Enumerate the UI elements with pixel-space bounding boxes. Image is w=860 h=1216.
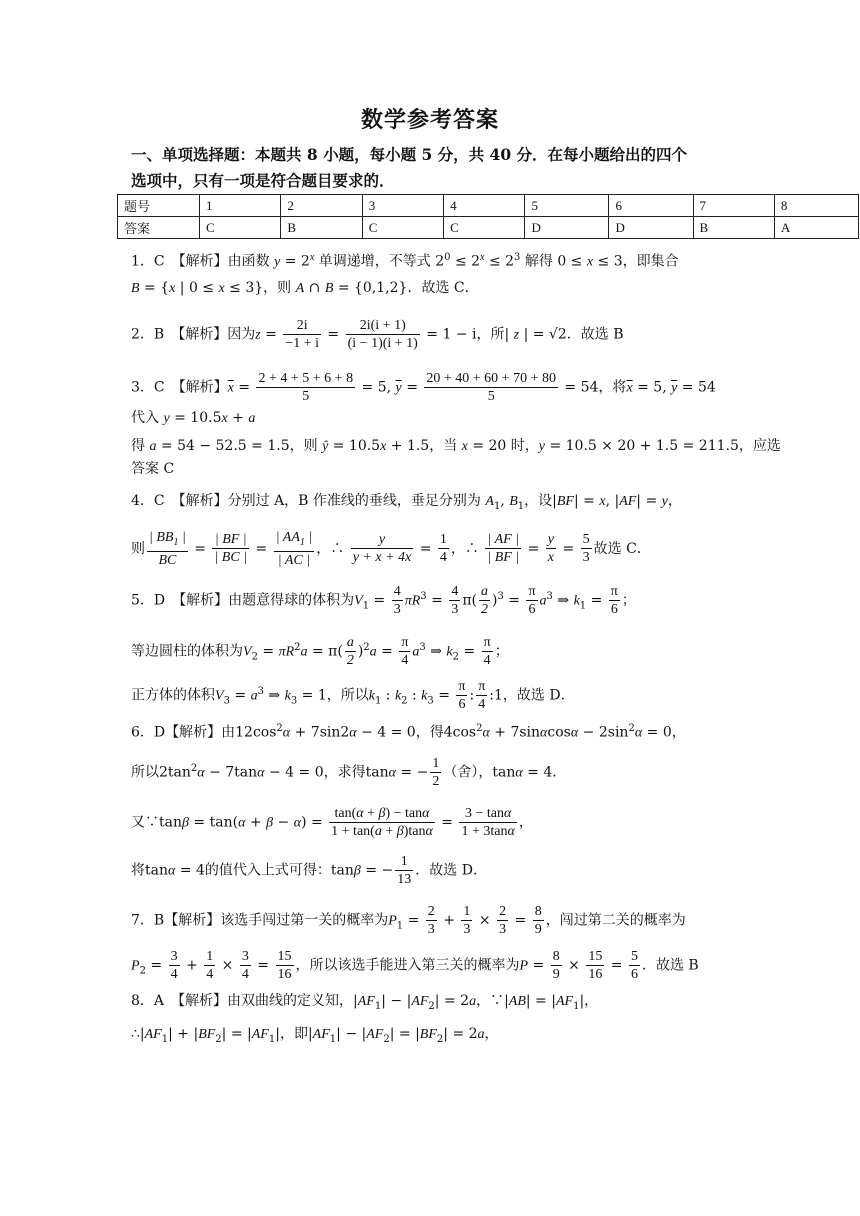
- solution-5-line2: 等边圆柱的体积为$V_2 = \pi R^2a = \pi$( $\frac{a}{2}$ )$^2$a = $\frac{\pi}{4}$ $a^3$ ⇒ $k_2$ = $\frac{\pi}{4}$ ；: [131, 635, 509, 668]
- solution-6-line4: 将tanα = 4的值代入上式可得：tanβ = − $\frac{1}{13}$ ．故选 D．: [131, 854, 487, 887]
- solution-6-line2: 所以$2\tan^2\alpha - 7\tan\alpha - 4 = 0$，求得tanα = − $\frac{1}{2}$ （舍），tanα = 4．: [131, 756, 567, 789]
- cell-number: 6: [609, 195, 693, 217]
- table-row-answers: [118, 217, 859, 239]
- cell-answer: B: [693, 217, 774, 239]
- row-label-answer: 答案: [118, 217, 200, 239]
- cell-number: 7: [693, 195, 774, 217]
- cell-number: 2: [281, 195, 362, 217]
- cell-answer: D: [525, 217, 609, 239]
- table-row-numbers: [118, 195, 859, 217]
- solution-3-line1: 3．C 【解析】$\overline{x}$ = $\frac{2 + 4 + 5 + 6 + 8}{5}$ = 5, $\overline{y}$ = $\frac{20 + 40 + 60 + 70 + 80}{5}$ = 54，将$\overline{x} = 5$, $\overline{y} = 54$: [131, 371, 716, 404]
- cell-answer: D: [609, 217, 693, 239]
- solution-2: 2．B 【解析】因为z = $\frac{2i}{-1 + i}$ = $\frac{2i(i + 1)}{(i - 1)(i + 1)}$ = 1 − i，所| z | = √2．故选 B: [131, 318, 624, 351]
- answer-table: [117, 194, 859, 239]
- solution-5-line3: 正方体的体积$V_3 = a^3$ ⇒ $k_3 = 1$，所以$k_1$ : $k_2$ : $k_3$ = $\frac{\pi}{6}$ : $\frac{\pi}{4}$ :1，故选 D．: [131, 679, 575, 712]
- solution-1-line2: B = {x | 0 ≤ x ≤ 3}，则 A ∩ B = {0,1,2}．故选 C．: [131, 280, 479, 296]
- cell-number: 5: [525, 195, 609, 217]
- cell-number: 4: [444, 195, 525, 217]
- solution-3-line4: 答案 C: [131, 461, 175, 477]
- solution-3-line3: 得 a = 54 − 52.5 = 1.5，则 ŷ = 10.5x + 1.5，当 x = 20 时，y = 10.5 × 20 + 1.5 = 211.5，应选: [131, 438, 781, 454]
- cell-number: 1: [200, 195, 281, 217]
- solution-8-line1: 8．A 【解析】由双曲线的定义知，$|AF_1| - |AF_2| = 2a$，∵|AB| = $|AF_1|$，: [131, 993, 599, 1012]
- solution-3-line2: 代入 y = 10.5x + a: [131, 410, 256, 426]
- section-heading-line2: 选项中，只有一项是符合题目要求的．: [131, 171, 395, 190]
- page-title: 数学参考答案: [360, 107, 499, 133]
- cell-answer: C: [362, 217, 443, 239]
- cell-answer: B: [281, 217, 362, 239]
- solution-4-line2: 则 $\frac{| BB_1 |}{BC}$ = $\frac{| BF |}{| BC |}$ = $\frac{| AA_1 |}{| AC |}$ ，∴ $\frac{y}{y + x + 4x}$ = $\frac{1}{4}$ ，∴ $\frac{| AF |}{| BF |}$ = $\frac{y}{x}$ = $\frac{5}{3}$ 故选 C．: [131, 530, 651, 568]
- row-label-number: 题号: [118, 195, 200, 217]
- cell-number: 8: [774, 195, 858, 217]
- solution-6-line1: 6．D【解析】由$12\cos^2\alpha + 7\sin 2\alpha - 4 = 0$，得$4\cos^2\alpha + 7\sin\alpha\cos\alpha - 2\sin^2\alpha = 0$，: [131, 723, 686, 741]
- cell-answer: C: [200, 217, 281, 239]
- solution-7-line2: $P_2$ = $\frac{3}{4}$ + $\frac{1}{4}$ × $\frac{3}{4}$ = $\frac{15}{16}$ ，所以该选手能进入第三关的概率为P = $\frac{8}{9}$ × $\frac{15}{16}$ = $\frac{5}{6}$ ．故选 B: [131, 949, 699, 982]
- solution-8-line2: $\therefore|AF_1| + |BF_2| = |AF_1|$，即$|AF_1| - |AF_2| = |BF_2| = 2a$，: [131, 1026, 499, 1045]
- solution-5-line1: 5．D 【解析】由题意得球的体积为$V_1$ = $\frac{4}{3}$ $\pi R^3$ = $\frac{4}{3}$ π( $\frac{a}{2}$ )$^3$ = $\frac{\pi}{6}$ $a^3$ ⇒ $k_1$ = $\frac{\pi}{6}$ ；: [131, 584, 636, 617]
- section-heading-line1: 一、单项选择题：本题共 8 小题，每小题 5 分，共 40 分．在每小题给出的四个: [131, 145, 688, 164]
- cell-answer: C: [444, 217, 525, 239]
- solution-4-line1: 4．C 【解析】分别过 A，B 作准线的垂线，垂足分别为 $A_1$, $B_1$，设|BF| = x, |AF| = y，: [131, 493, 682, 512]
- solution-7-line1: 7．B【解析】该选手闯过第一关的概率为$P_1$ = $\frac{2}{3}$ + $\frac{1}{3}$ × $\frac{2}{3}$ = $\frac{8}{9}$ ，闯过第二关的概率为: [131, 904, 686, 937]
- cell-answer: A: [774, 217, 858, 239]
- solution-1-line1: 1．C 【解析】由函数 $y = 2^x$ 单调递增，不等式 $2^0 \le 2^x \le 2^3$ 解得 0 ≤ x ≤ 3，即集合: [131, 252, 679, 270]
- solution-6-line3: 又∵tanβ = tan(α + β − α) = $\frac{\tan(\alpha + \beta) - \tan\alpha}{1 + \tan(a + \beta)\tan\alpha}$ = $\frac{3 - \tan\alpha}{1 + 3\tan\alpha}$ ，: [131, 806, 533, 839]
- cell-number: 3: [362, 195, 443, 217]
